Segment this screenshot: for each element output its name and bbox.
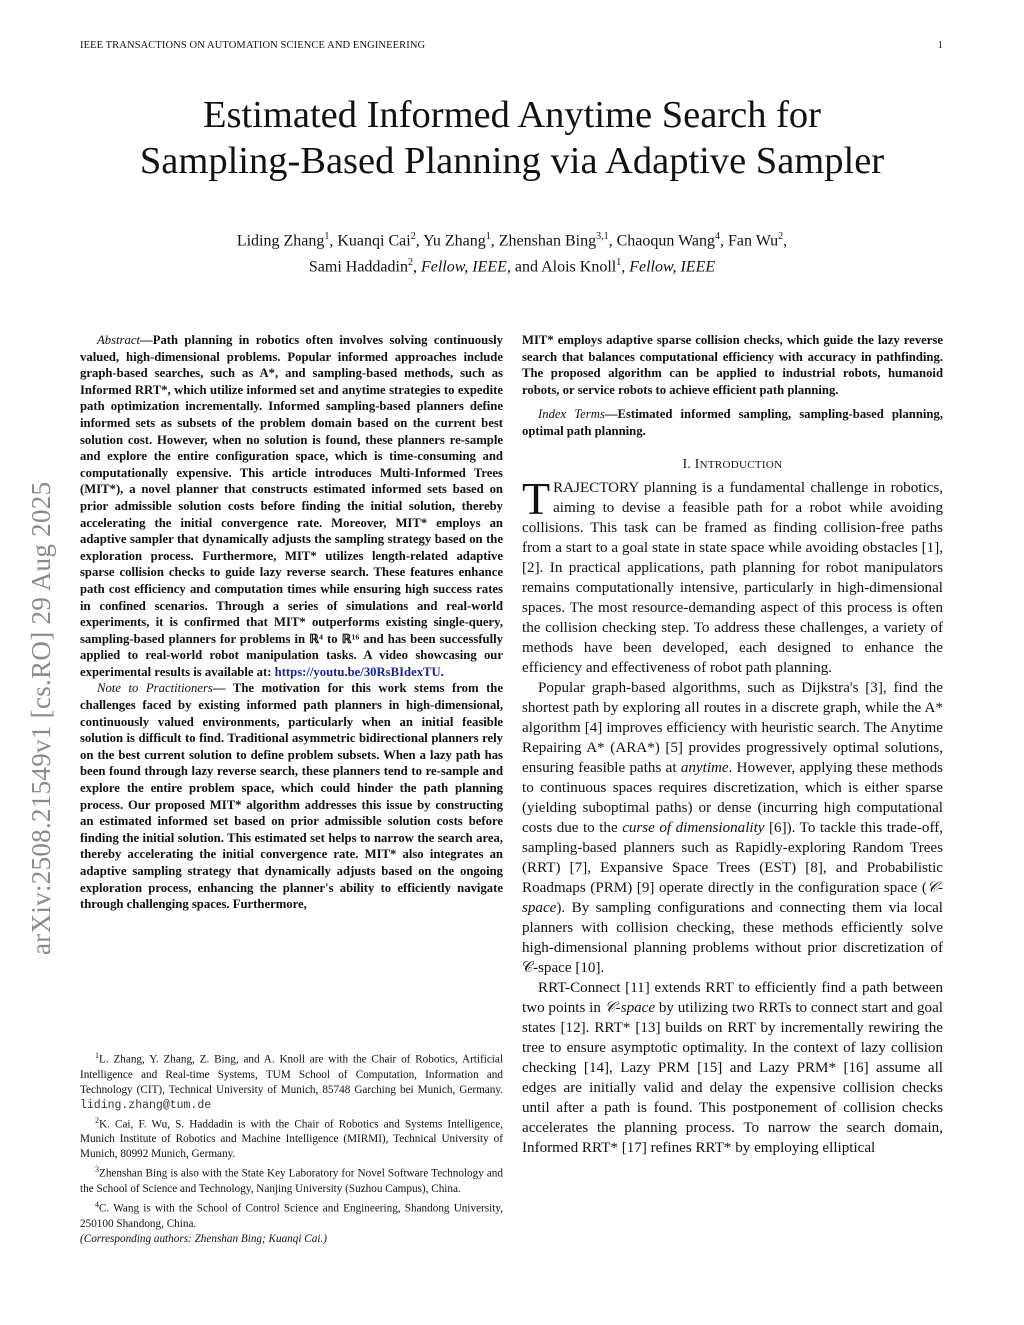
running-header bbox=[80, 40, 943, 51]
author-name: Sami Haddadin bbox=[308, 258, 408, 276]
author-name: Kuanqi Cai bbox=[337, 232, 411, 250]
journal-name: IEEE TRANSACTIONS ON AUTOMATION SCIENCE AND ENGINEERING bbox=[80, 40, 426, 51]
footnote-list bbox=[80, 1048, 503, 1232]
arxiv-watermark: arXiv:2508.21549v1 [cs.RO] 29 Aug 2025 bbox=[26, 481, 56, 955]
note-continued: MIT* employs adaptive sparse collision checks, which guide the lazy reverse search that balances computational efficiency with accuracy in pathfinding. The proposed algorithm can be applied to industrial robots, humanoid robots, or service robots to achieve efficient path planning. bbox=[522, 333, 943, 397]
page-number: 1 bbox=[937, 40, 943, 51]
footnote-text: K. Cai, F. Wu, S. Haddadin is with the Chair of Robotics and Systems Intelligence, Munich Institute of Robotics and Machine Intelligence (MIRMI), Technical University of Munich, 80992 Munich, Germany. bbox=[80, 1118, 503, 1161]
author-affiliation: 1 bbox=[485, 231, 491, 242]
author-line-1: Liding Zhang$^1$, Kuanqi Cai$^2$, Yu Zhang$^1$, Zhenshan Bing$^{3,1}$, Chaoqun Wang$^4$, Fan Wu$^2$, bbox=[236, 231, 788, 250]
text-run: ). By sampling configurations and connecting them via local planners with collision checking, these methods efficiently solve high-dimensional planning problems without prior discretization of 𝒞-space [10]. bbox=[522, 899, 943, 976]
note-label: Note to Practitioners bbox=[97, 681, 213, 696]
paper-title bbox=[0, 92, 1024, 184]
section-heading-introduction bbox=[522, 456, 943, 472]
text-run: [6]). To tackle this trade-off, sampling-based planners such as Rapidly-exploring Random Trees (RRT) [7], Expansive Space Trees (EST) [8], and Probabilistic Roadmaps (PRM) [9] operate directly in the configuration space ( bbox=[522, 819, 944, 896]
footnote-marker: 4 bbox=[95, 1200, 99, 1210]
text-run: . However, applying these methods to continuous spaces requires discretization, which is either sparse (yielding suboptimal paths) or dense (incurring high computational costs due to the bbox=[522, 759, 944, 836]
corresponding-authors: (Corresponding authors: Zhenshan Bing; Kuanqi Cai.) bbox=[80, 1232, 327, 1245]
footnote bbox=[80, 1113, 503, 1163]
index-terms-text: —Estimated informed sampling, sampling-based planning, optimal path planning. bbox=[522, 407, 944, 438]
note-text: — The motivation for this work stems from the challenges faced by existing informed path planners in high-dimensional, continuously valued environments, particularly when an initial feasible solution is difficult to find. Traditional asymmetric bidirectional planners rely on the best current solution to define problem subsets. When a lazy path has been found through lazy reverse search, these planners tend to re-sample and explore the entire problem space, which could hinder the path planning process. Our proposed MIT* algorithm addresses this issue by constructing an estimated informed set based on prior admissible solution costs before finding the initial solution. This estimated set helps to narrow the search area, thereby accelerating the initial convergence rate. MIT* also integrates an adaptive sampling strategy that dynamically adjusts based on the ongoing exploration process, enhancing the planner's ability to efficiently navigate through challenging spaces. Furthermore, bbox=[80, 681, 503, 912]
abstract bbox=[80, 332, 503, 680]
abstract-end: . bbox=[440, 664, 444, 679]
footnote-marker: 2 bbox=[95, 1115, 99, 1125]
author-line-2: Sami Haddadin$^2$, Fellow, IEEE, and Alois Knoll$^1$, Fellow, IEEE bbox=[308, 257, 716, 276]
footnote-text: C. Wang is with the School of Control Science and Engineering, Shandong University, 250100 Shandong, China. bbox=[80, 1202, 503, 1230]
author-affiliation: 1 bbox=[616, 257, 622, 269]
author-affiliation: 3,1 bbox=[596, 231, 609, 242]
footnote-marker: 3 bbox=[95, 1165, 99, 1175]
introduction-body bbox=[522, 472, 944, 1158]
footnote bbox=[80, 1162, 503, 1197]
author-name: Alois Knoll bbox=[541, 258, 617, 276]
abstract-text: —Path planning in robotics often involves solving continuously valued, high-dimensional problems. Popular informed approaches include graph-based searches, such as A*, and sampling-based methods, such as Informed RRT*, which utilize informed set and anytime strategies to expedite path optimization incrementally. Informed sampling-based planners define informed sets as subsets of the problem domain based on the current best solution cost. However, when no solution is found, these planners re-sample and explore the entire configuration space, which is time-consuming and computationally expensive. This article introduces Multi-Informed Trees (MIT*), a novel planner that constructs estimated informed sets based on prior admissible solution costs before finding the initial solution, thereby accelerating the initial convergence rate. Moreover, MIT* employs an adaptive sampler that dynamically adjusts the sampling strategy based on the exploration process. Furthermore, MIT* utilizes length-related adaptive sparse collision checks to guide lazy reverse search. These features enhance path cost efficiency and computation times while ensuring high success rates in confined scenarios. Through a series of simulations and real-world experiments, it is confirmed that MIT* outperforms existing single-query, sampling-based planners for problems in ℝ⁴ to ℝ¹⁶ and has been successfully applied to real-world robot manipulation tasks. A video showcasing our experimental results is available at: bbox=[80, 333, 503, 679]
section-heading-rest: NTRODUCTION bbox=[699, 458, 783, 471]
index-terms-label: Index Terms bbox=[538, 407, 605, 422]
footnote-marker: 1 bbox=[95, 1051, 99, 1060]
abstract-label: Abstract bbox=[97, 333, 140, 347]
footnote-text: Zhenshan Bing is also with the State Key Laboratory for Novel Software Technology and the School of Science and Technology, Nanjing University (Suzhou Campus), China. bbox=[80, 1168, 503, 1196]
left-column bbox=[80, 332, 503, 913]
text-run: by utilizing two RRTs to connect start and goal states [12]. RRT* [13] builds on RRT by incrementally rewiring the tree to ensure asymptotic optimality. In the context of lazy collision checking [14], Lazy PRM [15] and Lazy PRM* [16] assume all edges are initially valid and delay the expensive collision checks until after a path is found. This postponement of collision checks accelerates the planning process. To narrow the search domain, Informed RRT* [17] refines RRT* by employing elliptical bbox=[522, 999, 943, 1156]
author-fellow: Fellow, IEEE bbox=[629, 258, 716, 276]
footnotes bbox=[80, 1048, 503, 1247]
video-link[interactable]: https://youtu.be/30RsBIdexTU bbox=[274, 664, 441, 679]
body-paragraph bbox=[522, 472, 943, 678]
section-heading-initial: I bbox=[694, 455, 700, 471]
author-affiliation: 2 bbox=[407, 257, 413, 269]
author-name: Liding Zhang bbox=[236, 232, 325, 250]
author-name: Chaoqun Wang bbox=[616, 232, 715, 250]
index-terms bbox=[522, 406, 943, 439]
text-run: RRT-Connect [11] extends RRT to efficiently find a path between two points in bbox=[522, 979, 943, 1016]
author-email: liding.zhang@tum.de bbox=[80, 1098, 212, 1112]
text-run: RAJECTORY planning is a fundamental challenge in robotics, aiming to devise a feasible path for a robot while avoiding collisions. This task can be framed as finding collision-free paths from a start to a goal state in state space while avoiding obstacles [1], [2]. In practical applications, path planning for robot manipulators remains computationally intensive, particularly in high-dimensional spaces. The most resource-demanding aspect of this process is often the collision checking step. To address these challenges, a variety of methods have been developed, each designed to enhance the efficiency and effectiveness of robot path planning. bbox=[522, 479, 943, 676]
right-column bbox=[522, 332, 943, 1158]
author-affiliation: 2 bbox=[778, 231, 784, 242]
section-numeral: I. bbox=[682, 455, 695, 471]
body-paragraph bbox=[522, 678, 943, 978]
note-to-practitioners bbox=[80, 680, 503, 912]
footnote bbox=[80, 1197, 503, 1232]
author-list bbox=[0, 226, 1024, 279]
emphasis: anytime bbox=[680, 759, 729, 776]
author-affiliation: 4 bbox=[715, 231, 720, 242]
footnote-text: L. Zhang, Y. Zhang, Z. Bing, and A. Knoll are with the Chair of Robotics, Artificial Intelligence and Real-time Systems, TUM School of Computation, Information and Technology (CIT), Technical University of Munich, 85748 Garching bei Munich, Germany. bbox=[80, 1053, 503, 1096]
text-run: Popular graph-based algorithms, such as Dijkstra's [3], find the shortest path by exploring all routes in a discrete graph, while the A* algorithm [4] improves efficiency with heuristic search. The Anytime Repairing A* (ARA*) [5] provides progressively optimal solutions, ensuring feasible paths at bbox=[522, 679, 943, 776]
body-paragraph bbox=[522, 978, 943, 1158]
author-fellow: Fellow, IEEE bbox=[420, 258, 507, 276]
author-name: Fan Wu bbox=[728, 232, 779, 250]
emphasis: curse of dimensionality bbox=[622, 819, 765, 836]
drop-cap: T bbox=[522, 472, 551, 524]
footnote bbox=[80, 1048, 503, 1113]
author-affiliation: 1 bbox=[324, 231, 330, 242]
author-name: Zhenshan Bing bbox=[498, 232, 597, 250]
emphasis: 𝒞-space bbox=[604, 999, 656, 1016]
title-line-2: Sampling-Based Planning via Adaptive Sampler bbox=[139, 140, 885, 182]
author-name: Yu Zhang bbox=[423, 232, 486, 250]
author-affiliation: 2 bbox=[410, 231, 416, 242]
title-line-1: Estimated Informed Anytime Search for bbox=[203, 94, 821, 136]
emphasis: 𝒞-space bbox=[522, 879, 943, 916]
